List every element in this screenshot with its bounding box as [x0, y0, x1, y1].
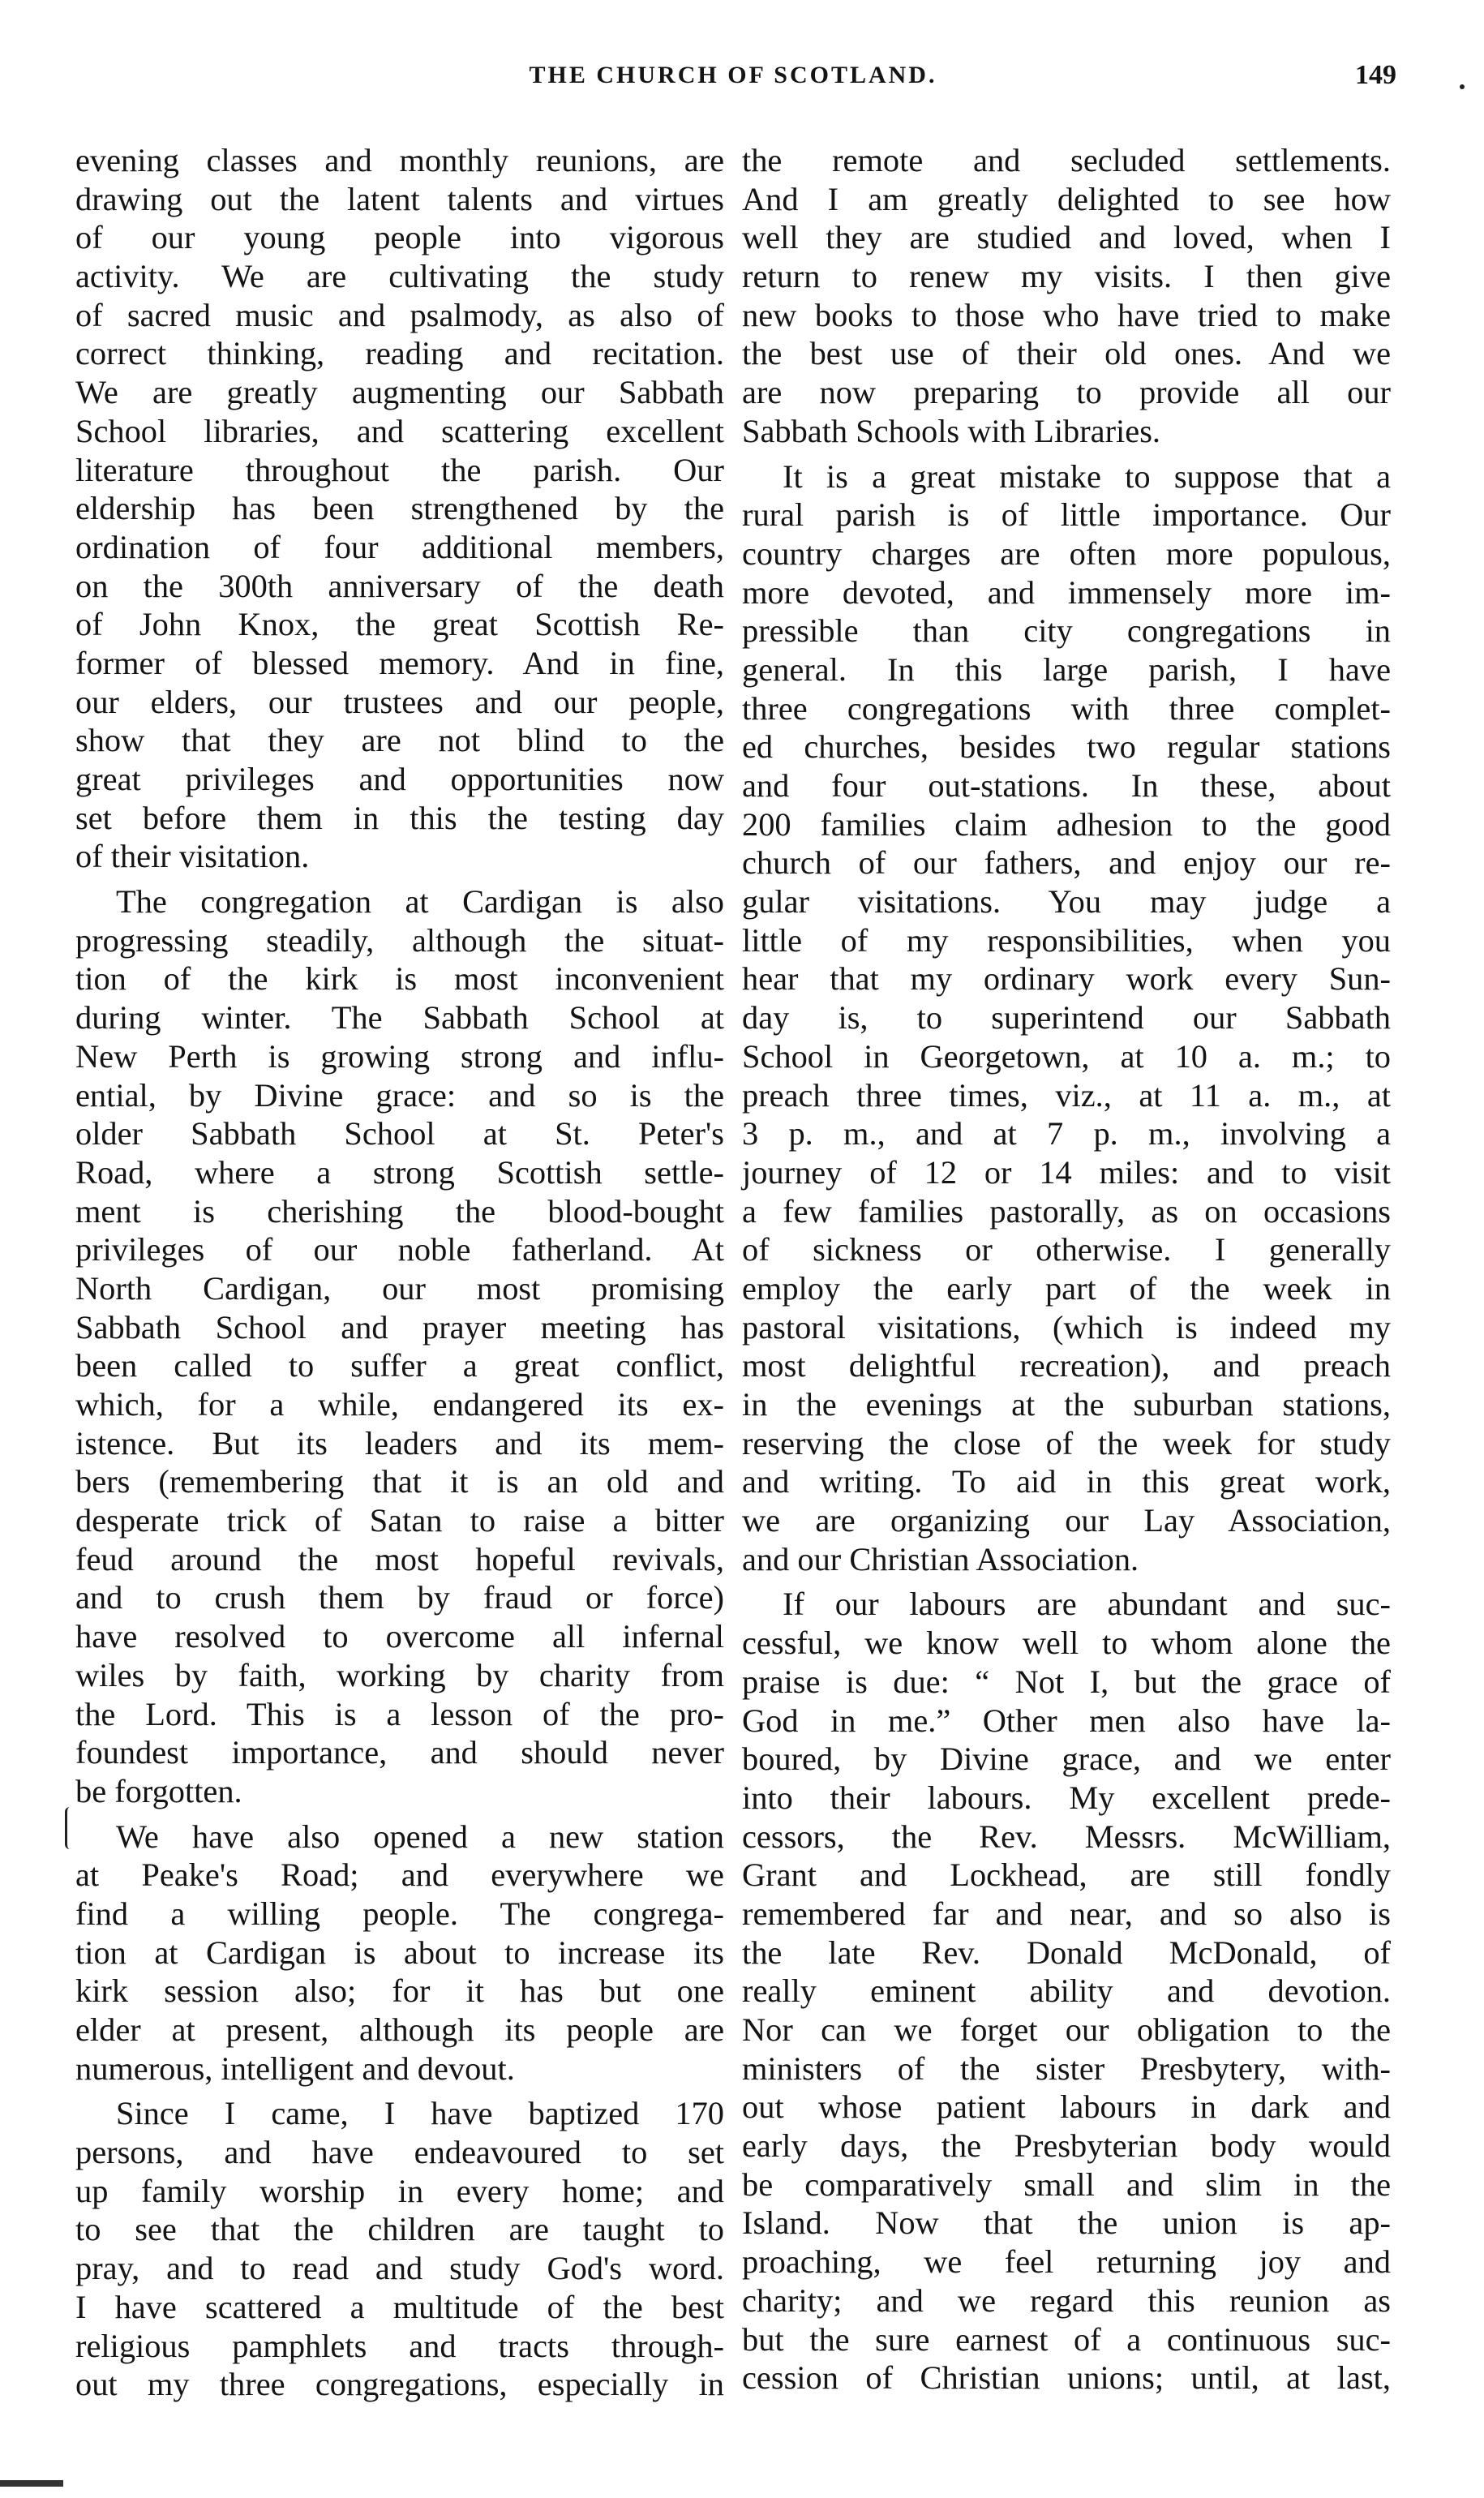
text-line: new books to those who have tried to make [742, 296, 1391, 333]
text-line: progressing steadily, although the situat- [75, 921, 724, 959]
paragraph-gap [75, 876, 724, 882]
text-line: boured, by Divine grace, and we enter [742, 1740, 1391, 1778]
paragraph-gap [742, 1578, 1391, 1585]
text-line: We are greatly augmenting our Sabbath [75, 374, 724, 411]
text-line: but the sure earnest of a continuous suc- [742, 2320, 1391, 2358]
text-line: correct thinking, reading and recitation. [75, 335, 724, 372]
paragraph [742, 457, 1391, 1579]
text-line: tion at Cardigan is about to increase its [75, 1934, 724, 1971]
text-line: 200 families claim adhesion to the good [742, 805, 1391, 843]
text-line: Nor can we forget our obligation to the [742, 2011, 1391, 2048]
text-line: to see that the children are taught to [75, 2211, 724, 2248]
text-line: pressible than city congregations in [742, 612, 1391, 650]
paragraph-gap [75, 2088, 724, 2094]
text-line: elder at present, although its people are [75, 2011, 724, 2048]
text-line: show that they are not blind to the [75, 722, 724, 759]
text-line: in the evenings at the suburban stations, [742, 1386, 1391, 1423]
text-line: well they are studied and loved, when I [742, 219, 1391, 256]
text-line: foundest importance, and should never [75, 1734, 724, 1771]
text-line: ential, by Divine grace: and so is the [75, 1076, 724, 1114]
text-line: we are organizing our Lay Association, [742, 1502, 1391, 1539]
text-line: of their visitation. [75, 838, 310, 875]
text-line: cessors, the Rev. Messrs. McWilliam, [742, 1818, 1391, 1855]
text-line: pray, and to read and study God's word. [75, 2250, 724, 2287]
text-line: at Peake's Road; and everywhere we [75, 1856, 724, 1894]
text-line: out whose patient labours in dark and [742, 2088, 1391, 2126]
text-line: preach three times, viz., at 11 a. m., at [742, 1076, 1391, 1114]
text-line: and four out-stations. In these, about [742, 767, 1391, 804]
paragraph-gap [75, 1811, 724, 1818]
left-column [75, 141, 724, 2404]
text-line: New Perth is growing strong and influ- [75, 1037, 724, 1075]
text-line: ed churches, besides two regular stations [742, 728, 1391, 766]
text-line: reserving the close of the week for study [742, 1424, 1391, 1461]
text-line: persons, and have endeavoured to set [75, 2134, 724, 2171]
right-column [742, 141, 1391, 2397]
text-line: istence. But its leaders and its mem- [75, 1424, 724, 1461]
text-line: cession of Christian unions; until, at last, [742, 2359, 1391, 2397]
text-line: early days, the Presbyterian body would [742, 2127, 1391, 2165]
text-line: most delightful recreation), and preach [742, 1347, 1391, 1384]
paragraph [75, 882, 724, 1811]
text-line: God in me.” Other men also have la- [742, 1702, 1391, 1739]
text-line: It is a great mistake to suppose that a [783, 457, 1391, 495]
text-line: religious pamphlets and tracts through- [75, 2327, 724, 2364]
text-line: and to crush them by fraud or force) [75, 1579, 724, 1616]
text-line: cessful, we know well to whom alone the [742, 1625, 1391, 1662]
text-line: hear that my ordinary work every Sun- [742, 960, 1391, 998]
text-line: set before them in this the testing day [75, 799, 724, 836]
text-line: bers (remembering that it is an old and [75, 1463, 724, 1500]
text-line: more devoted, and immensely more im- [742, 573, 1391, 611]
text-line: be comparatively small and slim in the [742, 2165, 1391, 2203]
page-header [70, 62, 1396, 110]
margin-mark [1460, 84, 1465, 89]
text-line: We have also opened a new station [116, 1818, 724, 1855]
text-line: of sacred music and psalmody, as also of [75, 296, 724, 333]
text-line: up family worship in every home; and [75, 2172, 724, 2209]
text-line: remembered far and near, and so also is [742, 1895, 1391, 1932]
text-line: and our Christian Association. [742, 1540, 1139, 1577]
text-line: return to renew my visits. I then give [742, 258, 1391, 295]
text-line: of sickness or otherwise. I generally [742, 1231, 1391, 1268]
page-number: 149 [1355, 60, 1396, 90]
text-line: have resolved to overcome all infernal [75, 1618, 724, 1655]
paragraph [742, 1585, 1391, 2397]
text-line: our elders, our trustees and our people, [75, 683, 724, 720]
scan-edge-rule [0, 2480, 63, 2487]
text-line: be forgotten. [75, 1772, 242, 1809]
text-line: of our young people into vigorous [75, 219, 724, 256]
text-line: praise is due: “ Not I, but the grace of [742, 1663, 1391, 1700]
paragraph [75, 1818, 724, 2088]
text-line: during winter. The Sabbath School at [75, 999, 724, 1037]
text-line: really eminent ability and devotion. [742, 1972, 1391, 2010]
text-line: on the 300th anniversary of the death [75, 567, 724, 604]
text-line: pastoral visitations, (which is indeed my [742, 1308, 1391, 1346]
text-line: tion of the kirk is most inconvenient [75, 960, 724, 998]
text-line: desperate trick of Satan to raise a bitter [75, 1502, 724, 1539]
text-line: great privileges and opportunities now [75, 761, 724, 797]
text-line: ment is cherishing the blood-bought [75, 1192, 724, 1230]
paragraph [75, 2094, 724, 2404]
text-line: eldership has been strengthened by the [75, 490, 724, 527]
running-title: THE CHURCH OF SCOTLAND. [529, 62, 937, 88]
paragraph [75, 141, 724, 876]
text-line: Island. Now that the union is ap- [742, 2204, 1391, 2242]
text-line: drawing out the latent talents and virtues [75, 180, 724, 217]
text-line: literature throughout the parish. Our [75, 451, 724, 488]
text-line: rural parish is of little importance. Our [742, 496, 1391, 534]
text-line: day is, to superintend our Sabbath [742, 999, 1391, 1037]
text-line: charity; and we regard this reunion as [742, 2281, 1391, 2319]
paragraph [742, 141, 1391, 451]
text-line: little of my responsibilities, when you [742, 921, 1391, 959]
text-line: 3 p. m., and at 7 p. m., involving a [742, 1115, 1391, 1152]
text-line: I have scattered a multitude of the best [75, 2288, 724, 2325]
text-line: Sabbath Schools with Libraries. [742, 412, 1161, 449]
text-line: The congregation at Cardigan is also [116, 883, 724, 921]
text-line: three congregations with three complet- [742, 689, 1391, 727]
text-line: Road, where a strong Scottish settle- [75, 1153, 724, 1191]
text-line: the late Rev. Donald McDonald, of [742, 1934, 1391, 1971]
text-line: been called to suffer a great conflict, [75, 1347, 724, 1384]
text-line: Since I came, I have baptized 170 [116, 2095, 724, 2132]
text-line: Sabbath School and prayer meeting has [75, 1308, 724, 1346]
text-line: country charges are often more populous, [742, 534, 1391, 572]
text-line: are now preparing to provide all our [742, 374, 1391, 411]
text-line: feud around the most hopeful revivals, [75, 1540, 724, 1577]
text-line: School in Georgetown, at 10 a. m.; to [742, 1037, 1391, 1075]
text-line: a few families pastorally, as on occasions [742, 1192, 1391, 1230]
text-line: evening classes and monthly reunions, are [75, 142, 724, 178]
text-line: ministers of the sister Presbytery, with- [742, 2049, 1391, 2087]
text-line: And I am greatly delighted to see how [742, 180, 1391, 217]
text-line: the Lord. This is a lesson of the pro- [75, 1695, 724, 1732]
text-line: numerous, intelligent and devout. [75, 2049, 515, 2087]
text-line: into their labours. My excellent prede- [742, 1779, 1391, 1816]
text-line: activity. We are cultivating the study [75, 258, 724, 295]
text-line: journey of 12 or 14 miles: and to visit [742, 1153, 1391, 1191]
paragraph-gap [742, 451, 1391, 457]
text-line: older Sabbath School at St. Peter's [75, 1115, 724, 1152]
text-line: ordination of four additional members, [75, 528, 724, 565]
text-line: kirk session also; for it has but one [75, 1972, 724, 2010]
text-line: privileges of our noble fatherland. At [75, 1231, 724, 1268]
text-line: proaching, we feel returning joy and [742, 2243, 1391, 2281]
text-line: and writing. To aid in this great work, [742, 1463, 1391, 1500]
text-line: School libraries, and scattering excellent [75, 412, 724, 449]
text-line: church of our fathers, and enjoy our re- [742, 844, 1391, 882]
text-line: of John Knox, the great Scottish Re- [75, 606, 724, 643]
text-line: which, for a while, endangered its ex- [75, 1386, 724, 1423]
text-line: wiles by faith, working by charity from [75, 1656, 724, 1693]
text-line: If our labours are abundant and suc- [783, 1586, 1391, 1623]
text-line: the best use of their old ones. And we [742, 335, 1391, 372]
text-line: the remote and secluded settlements. [742, 142, 1391, 178]
text-line: North Cardigan, our most promising [75, 1269, 724, 1307]
text-line: Grant and Lockhead, are still fondly [742, 1856, 1391, 1894]
text-line: employ the early part of the week in [742, 1269, 1391, 1307]
margin-bracket-mark [65, 1807, 75, 1849]
text-line: find a willing people. The congrega- [75, 1895, 724, 1932]
text-line: out my three congregations, especially in [75, 2366, 724, 2403]
text-line: former of blessed memory. And in fine, [75, 644, 724, 681]
text-line: general. In this large parish, I have [742, 650, 1391, 688]
text-line: gular visitations. You may judge a [742, 883, 1391, 921]
